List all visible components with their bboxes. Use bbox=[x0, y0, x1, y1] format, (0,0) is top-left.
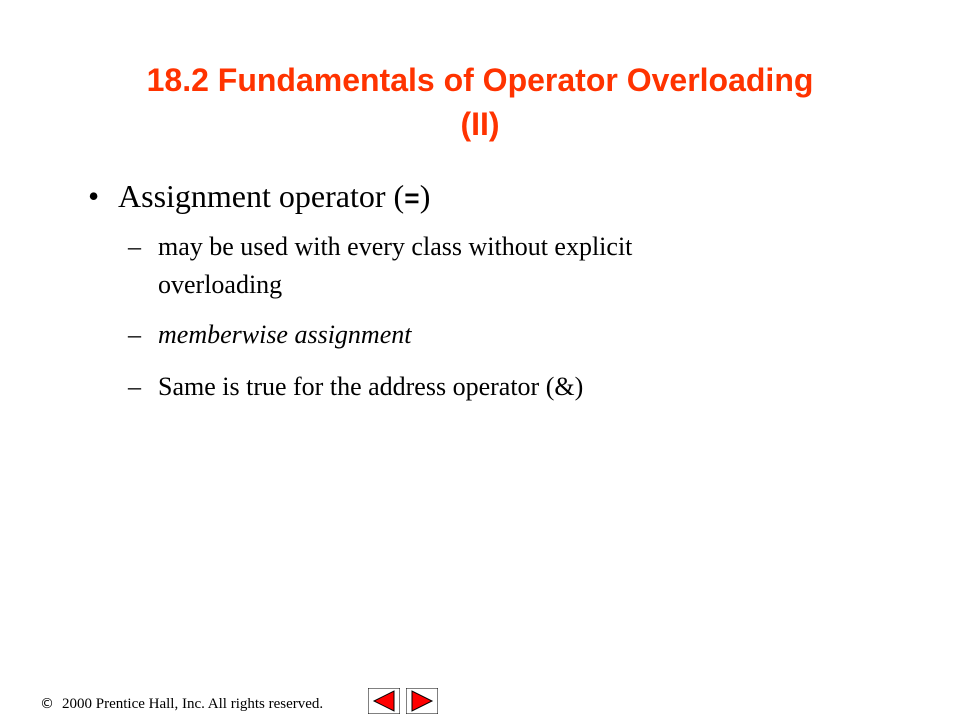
title-line-1: 18.2 Fundamentals of Operator Overloading bbox=[146, 62, 814, 98]
footer-copyright bbox=[40, 694, 323, 714]
next-slide-button[interactable] bbox=[406, 688, 438, 714]
bullet-marker: • bbox=[88, 178, 100, 214]
right-arrow-icon bbox=[406, 688, 438, 714]
sub-item-text: memberwise assignment bbox=[158, 320, 412, 349]
sub-item-3 bbox=[128, 368, 583, 406]
title-line-2: (II) bbox=[460, 106, 500, 142]
slide-title bbox=[40, 58, 920, 146]
copyright-text: 2000 Prentice Hall, Inc. All rights reserved. bbox=[62, 696, 324, 712]
left-arrow-icon bbox=[368, 688, 400, 714]
previous-slide-button[interactable] bbox=[368, 688, 400, 714]
sub-item-marker: – bbox=[128, 320, 141, 349]
sub-item-marker: – bbox=[128, 232, 141, 261]
bullet-text-before: Assignment operator ( bbox=[118, 178, 405, 214]
bullet-text-after: ) bbox=[419, 178, 431, 214]
sub-item-marker: – bbox=[128, 372, 141, 401]
copyright-icon: © bbox=[40, 696, 54, 712]
bullet-item bbox=[88, 176, 430, 220]
sub-item-1 bbox=[128, 228, 632, 304]
sub-item-text: may be used with every class without explicit overloading bbox=[158, 232, 633, 299]
sub-item-2 bbox=[128, 316, 411, 354]
bullet-code: = bbox=[404, 185, 420, 215]
sub-item-text: Same is true for the address operator (&) bbox=[158, 372, 584, 401]
